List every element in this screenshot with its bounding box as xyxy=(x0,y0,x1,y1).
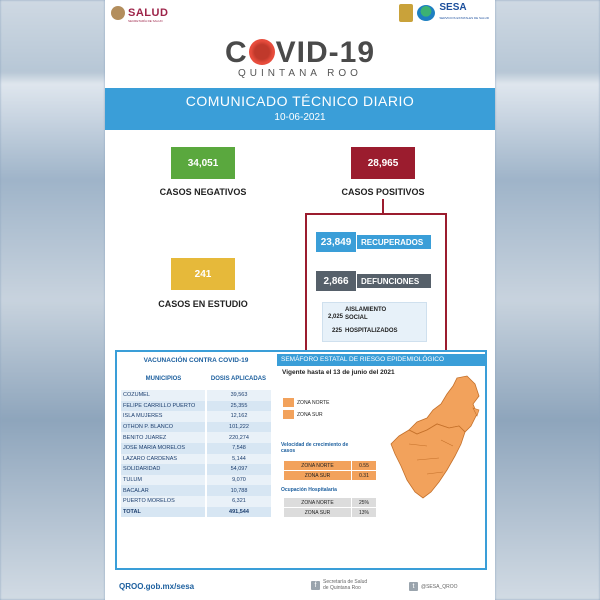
title-c: C xyxy=(224,36,248,69)
positivos-connector-stem xyxy=(382,199,384,214)
background-left-blur xyxy=(0,0,105,600)
col-municipios: MUNICIPIOS xyxy=(145,376,182,382)
muni-cell: SOLIDARIDAD xyxy=(121,464,206,475)
estudio-box: 241 xyxy=(171,258,235,290)
dose-cell: 7,548 xyxy=(206,443,271,454)
muni-cell: TULUM xyxy=(121,475,206,486)
hospitalizados-value: 225 xyxy=(332,328,343,334)
table-row xyxy=(121,411,271,422)
footer-twitter[interactable] xyxy=(409,582,457,591)
table-row xyxy=(121,464,271,475)
vaccination-table xyxy=(121,368,271,517)
semaforo-title: SEMÁFORO ESTATAL DE RIESGO EPIDEMIOLÓGICO xyxy=(277,354,485,366)
aislamiento-label2: SOCIAL xyxy=(345,315,368,321)
muni-cell: LAZARO CARDENAS xyxy=(121,454,206,465)
background-right-blur xyxy=(495,0,600,600)
muni-cell: BENITO JUAREZ xyxy=(121,432,206,443)
ocu-norte-value: 25% xyxy=(352,498,377,508)
velocidad-table xyxy=(283,460,377,481)
dose-cell: 9,070 xyxy=(206,475,271,486)
vaccination-title: VACUNACIÓN CONTRA COVID-19 xyxy=(143,357,249,364)
sesa-logo xyxy=(439,3,489,23)
positivos-box: 28,965 xyxy=(351,147,415,179)
salud-brand: SALUD xyxy=(128,7,169,19)
legend-swatch-sur xyxy=(283,410,294,419)
table-row xyxy=(121,390,271,401)
hospitalizados-label: HOSPITALIZADOS xyxy=(345,328,398,334)
negativos-label: CASOS NEGATIVOS xyxy=(159,187,247,197)
salud-seal-icon xyxy=(111,6,125,20)
semaforo-vigente: Vigente hasta el 13 de junio del 2021 xyxy=(282,369,395,376)
facebook-label-line-2: de Quintana Roo xyxy=(323,585,361,591)
defunciones-label: DEFUNCIONES xyxy=(357,274,431,288)
table-row xyxy=(284,461,377,471)
table-row xyxy=(121,422,271,433)
vel-norte-label: ZONA NORTE xyxy=(284,461,352,471)
table-row xyxy=(121,401,271,412)
dose-cell: 12,162 xyxy=(206,411,271,422)
title-vid: VID-19 xyxy=(275,36,376,69)
table-row xyxy=(284,498,377,508)
muni-cell: ISLA MUJERES xyxy=(121,411,206,422)
state-subtitle: QUINTANA ROO xyxy=(238,68,362,79)
dose-cell: 25,355 xyxy=(206,401,271,412)
sesa-brand: SESA xyxy=(439,2,467,13)
quintana-roo-map xyxy=(387,374,487,502)
velocidad-title: Velocidad de crecimiento de casos xyxy=(281,442,349,454)
dose-cell: 10,788 xyxy=(206,485,271,496)
facebook-label xyxy=(323,579,367,591)
table-row xyxy=(284,471,377,481)
muni-cell: FELIPE CARRILLO PUERTO xyxy=(121,401,206,412)
map-zona-norte xyxy=(409,376,479,434)
dose-cell: 101,222 xyxy=(206,422,271,433)
table-row xyxy=(121,475,271,486)
table-row xyxy=(121,496,271,507)
legend-sur-label: ZONA SUR xyxy=(297,411,323,418)
positivos-label: CASOS POSITIVOS xyxy=(341,187,425,197)
footer xyxy=(105,574,495,600)
covid-poster xyxy=(105,0,495,600)
report-date: 10-06-2021 xyxy=(274,112,326,123)
muni-cell: JOSE MARIA MORELOS xyxy=(121,443,206,454)
state-seal-icon xyxy=(399,4,413,22)
legend-swatch-norte xyxy=(283,398,294,407)
recuperados-value: 23,849 xyxy=(315,231,357,253)
aislamiento-value: 2,025 xyxy=(328,314,344,320)
report-banner xyxy=(105,88,495,130)
defunciones-value: 2,866 xyxy=(315,270,357,292)
total-label: TOTAL xyxy=(121,507,206,518)
map-zona-sur xyxy=(391,424,465,498)
legend-norte-label: ZONA NORTE xyxy=(297,399,330,406)
ocupacion-title: Ocupación Hospitalaria xyxy=(281,487,337,493)
muni-cell: OTHON P. BLANCO xyxy=(121,422,206,433)
negativos-box: 34,051 xyxy=(171,147,235,179)
report-title: COMUNICADO TÉCNICO DIARIO xyxy=(185,93,415,109)
page-title xyxy=(105,36,495,70)
estudio-label: CASOS EN ESTUDIO xyxy=(158,299,248,309)
dose-cell: 220,274 xyxy=(206,432,271,443)
total-value: 491,544 xyxy=(206,507,271,518)
sesa-sub: SERVICIOS ESTATALES DE SALUD xyxy=(439,16,489,20)
defunciones-row xyxy=(315,270,431,292)
muni-cell: PUERTO MORELOS xyxy=(121,496,206,507)
twitter-label: @SESA_QROO xyxy=(421,583,458,590)
legend-sur xyxy=(283,410,323,419)
ocu-sur-value: 13% xyxy=(352,508,377,518)
muni-cell: BACALAR xyxy=(121,485,206,496)
dose-cell: 54,097 xyxy=(206,464,271,475)
gov-logos xyxy=(399,3,489,23)
twitter-icon: t xyxy=(409,582,418,591)
table-row xyxy=(121,432,271,443)
ocu-sur-label: ZONA SUR xyxy=(284,508,352,518)
col-dosis: DOSIS APLICADAS xyxy=(210,376,267,382)
table-row-total xyxy=(121,507,271,518)
recuperados-label: RECUPERADOS xyxy=(357,235,431,249)
table-row xyxy=(121,443,271,454)
qroo-logo-icon xyxy=(417,5,435,21)
aislamiento-label: AISLAMIENTO xyxy=(345,307,387,313)
dose-cell: 5,144 xyxy=(206,454,271,465)
facebook-icon: f xyxy=(311,581,320,590)
vel-sur-label: ZONA SUR xyxy=(284,471,352,481)
vel-norte-value: 0.55 xyxy=(352,461,377,471)
table-row xyxy=(284,508,377,518)
footer-facebook[interactable] xyxy=(311,579,367,591)
footer-url[interactable]: QROO.gob.mx/sesa xyxy=(119,582,195,591)
virus-icon xyxy=(249,39,275,65)
ocu-norte-label: ZONA NORTE xyxy=(284,498,352,508)
aislamiento-hospitalizados-box xyxy=(322,302,427,342)
dose-cell: 39,563 xyxy=(206,390,271,401)
facebook-label-line-1: Secretaría de Salud xyxy=(323,579,368,585)
dose-cell: 6,321 xyxy=(206,496,271,507)
muni-cell: COZUMEL xyxy=(121,390,206,401)
vel-sur-value: 0.31 xyxy=(352,471,377,481)
header-logos xyxy=(105,0,495,30)
salud-sub: SECRETARÍA DE SALUD xyxy=(128,19,163,23)
table-row xyxy=(121,454,271,465)
recuperados-row xyxy=(315,231,431,253)
legend-norte xyxy=(283,398,329,407)
ocupacion-table xyxy=(283,497,377,518)
table-row xyxy=(121,485,271,496)
lower-panel xyxy=(115,350,487,570)
salud-logo xyxy=(111,6,169,23)
